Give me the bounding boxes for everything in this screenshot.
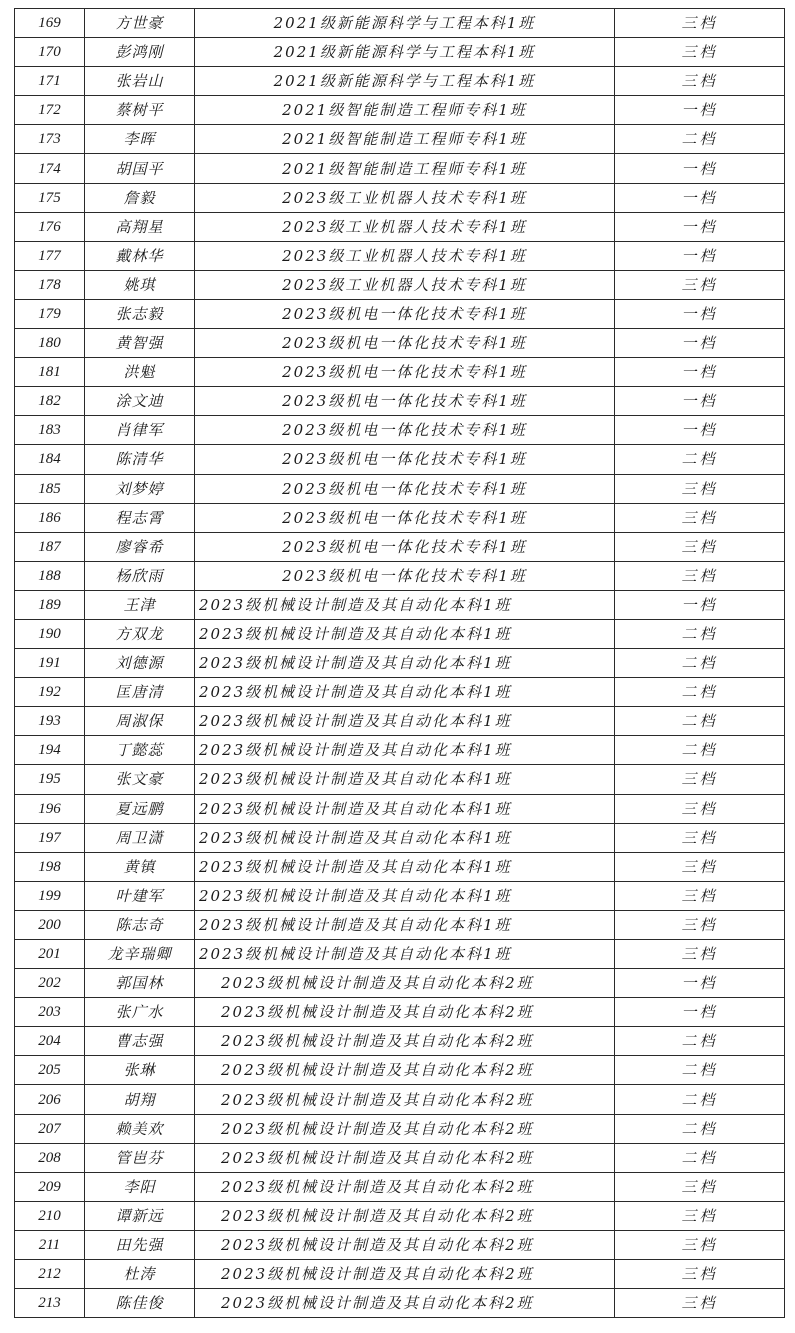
tier-cell: 三档 — [615, 1289, 785, 1318]
row-number-cell: 195 — [15, 765, 85, 794]
student-name-cell: 詹毅 — [85, 183, 195, 212]
class-name-cell: 2023级机电一体化技术专科1班 — [195, 416, 615, 445]
table-row — [15, 299, 785, 328]
class-name-cell: 2023级机电一体化技术专科1班 — [195, 445, 615, 474]
student-name-cell: 陈清华 — [85, 445, 195, 474]
row-number-cell: 176 — [15, 212, 85, 241]
student-name-cell: 胡翔 — [85, 1085, 195, 1114]
tier-cell: 三档 — [615, 503, 785, 532]
table-row — [15, 96, 785, 125]
student-name-cell: 龙辛瑞卿 — [85, 940, 195, 969]
student-name-cell: 谭新远 — [85, 1201, 195, 1230]
student-name-cell: 程志霄 — [85, 503, 195, 532]
table-row — [15, 38, 785, 67]
tier-cell: 三档 — [615, 532, 785, 561]
student-name-cell: 匡唐清 — [85, 678, 195, 707]
row-number-cell: 200 — [15, 910, 85, 939]
table-row — [15, 765, 785, 794]
row-number-cell: 207 — [15, 1114, 85, 1143]
table-row — [15, 474, 785, 503]
student-name-cell: 赖美欢 — [85, 1114, 195, 1143]
tier-cell: 一档 — [615, 241, 785, 270]
class-name-cell: 2023级机械设计制造及其自动化本科2班 — [195, 1289, 615, 1318]
table-row — [15, 823, 785, 852]
row-number-cell: 198 — [15, 852, 85, 881]
student-name-cell: 周卫潇 — [85, 823, 195, 852]
table-row — [15, 1027, 785, 1056]
class-name-cell: 2023级机械设计制造及其自动化本科1班 — [195, 881, 615, 910]
row-number-cell: 169 — [15, 9, 85, 38]
table-row — [15, 9, 785, 38]
class-name-cell: 2023级机械设计制造及其自动化本科1班 — [195, 678, 615, 707]
tier-cell: 三档 — [615, 561, 785, 590]
table-row — [15, 125, 785, 154]
class-name-cell: 2023级机械设计制造及其自动化本科1班 — [195, 736, 615, 765]
table-row — [15, 1114, 785, 1143]
class-name-cell: 2023级工业机器人技术专科1班 — [195, 270, 615, 299]
class-name-cell: 2023级机械设计制造及其自动化本科2班 — [195, 1143, 615, 1172]
tier-cell: 二档 — [615, 1114, 785, 1143]
tier-cell: 一档 — [615, 998, 785, 1027]
row-number-cell: 206 — [15, 1085, 85, 1114]
student-name-cell: 黄智强 — [85, 329, 195, 358]
table-row — [15, 1172, 785, 1201]
tier-cell: 二档 — [615, 1027, 785, 1056]
student-name-cell: 方世豪 — [85, 9, 195, 38]
class-name-cell: 2023级机电一体化技术专科1班 — [195, 561, 615, 590]
table-row — [15, 736, 785, 765]
table-row — [15, 794, 785, 823]
class-name-cell: 2021级智能制造工程师专科1班 — [195, 154, 615, 183]
row-number-cell: 174 — [15, 154, 85, 183]
row-number-cell: 204 — [15, 1027, 85, 1056]
row-number-cell: 196 — [15, 794, 85, 823]
tier-cell: 三档 — [615, 823, 785, 852]
class-name-cell: 2023级工业机器人技术专科1班 — [195, 241, 615, 270]
row-number-cell: 191 — [15, 649, 85, 678]
tier-cell: 三档 — [615, 1230, 785, 1259]
row-number-cell: 201 — [15, 940, 85, 969]
table-row — [15, 329, 785, 358]
table-row — [15, 270, 785, 299]
row-number-cell: 172 — [15, 96, 85, 125]
tier-cell: 三档 — [615, 474, 785, 503]
row-number-cell: 205 — [15, 1056, 85, 1085]
class-name-cell: 2023级机电一体化技术专科1班 — [195, 358, 615, 387]
class-name-cell: 2023级工业机器人技术专科1班 — [195, 212, 615, 241]
row-number-cell: 180 — [15, 329, 85, 358]
tier-cell: 三档 — [615, 1172, 785, 1201]
tier-cell: 一档 — [615, 212, 785, 241]
class-name-cell: 2023级机械设计制造及其自动化本科1班 — [195, 619, 615, 648]
class-name-cell: 2023级机械设计制造及其自动化本科1班 — [195, 910, 615, 939]
row-number-cell: 175 — [15, 183, 85, 212]
class-name-cell: 2021级新能源科学与工程本科1班 — [195, 38, 615, 67]
table-row — [15, 619, 785, 648]
class-name-cell: 2023级机电一体化技术专科1班 — [195, 503, 615, 532]
table-row — [15, 590, 785, 619]
row-number-cell: 209 — [15, 1172, 85, 1201]
class-name-cell: 2023级机械设计制造及其自动化本科1班 — [195, 794, 615, 823]
student-name-cell: 陈佳俊 — [85, 1289, 195, 1318]
tier-cell: 二档 — [615, 707, 785, 736]
student-name-cell: 丁懿蕊 — [85, 736, 195, 765]
student-name-cell: 刘梦婷 — [85, 474, 195, 503]
table-row — [15, 649, 785, 678]
student-name-cell: 张志毅 — [85, 299, 195, 328]
table-row — [15, 1143, 785, 1172]
student-name-cell: 方双龙 — [85, 619, 195, 648]
student-name-cell: 杨欣雨 — [85, 561, 195, 590]
class-name-cell: 2023级机械设计制造及其自动化本科2班 — [195, 1172, 615, 1201]
tier-cell: 二档 — [615, 736, 785, 765]
class-name-cell: 2023级机械设计制造及其自动化本科2班 — [195, 1027, 615, 1056]
class-name-cell: 2021级智能制造工程师专科1班 — [195, 125, 615, 154]
student-name-cell: 蔡树平 — [85, 96, 195, 125]
table-row — [15, 67, 785, 96]
table-row — [15, 940, 785, 969]
student-name-cell: 曹志强 — [85, 1027, 195, 1056]
table-row — [15, 241, 785, 270]
table-row — [15, 998, 785, 1027]
row-number-cell: 203 — [15, 998, 85, 1027]
student-name-cell: 张广水 — [85, 998, 195, 1027]
tier-cell: 一档 — [615, 329, 785, 358]
row-number-cell: 182 — [15, 387, 85, 416]
row-number-cell: 202 — [15, 969, 85, 998]
row-number-cell: 189 — [15, 590, 85, 619]
class-name-cell: 2021级新能源科学与工程本科1班 — [195, 9, 615, 38]
table-row — [15, 212, 785, 241]
table-row — [15, 1230, 785, 1259]
class-name-cell: 2023级机械设计制造及其自动化本科1班 — [195, 940, 615, 969]
class-name-cell: 2023级机械设计制造及其自动化本科1班 — [195, 823, 615, 852]
table-row — [15, 1260, 785, 1289]
student-name-cell: 姚琪 — [85, 270, 195, 299]
row-number-cell: 183 — [15, 416, 85, 445]
student-name-cell: 黄镇 — [85, 852, 195, 881]
tier-cell: 三档 — [615, 1201, 785, 1230]
page-bottom-edge — [0, 1326, 795, 1333]
row-number-cell: 194 — [15, 736, 85, 765]
row-number-cell: 211 — [15, 1230, 85, 1259]
tier-cell: 二档 — [615, 1056, 785, 1085]
class-name-cell: 2023级机电一体化技术专科1班 — [195, 329, 615, 358]
tier-cell: 一档 — [615, 358, 785, 387]
row-number-cell: 185 — [15, 474, 85, 503]
student-name-cell: 胡国平 — [85, 154, 195, 183]
table-row — [15, 416, 785, 445]
row-number-cell: 177 — [15, 241, 85, 270]
class-name-cell: 2023级机械设计制造及其自动化本科2班 — [195, 969, 615, 998]
student-name-cell: 王津 — [85, 590, 195, 619]
tier-cell: 一档 — [615, 183, 785, 212]
tier-cell: 一档 — [615, 299, 785, 328]
row-number-cell: 197 — [15, 823, 85, 852]
row-number-cell: 208 — [15, 1143, 85, 1172]
row-number-cell: 181 — [15, 358, 85, 387]
tier-cell: 一档 — [615, 387, 785, 416]
class-name-cell: 2023级机械设计制造及其自动化本科1班 — [195, 765, 615, 794]
student-name-cell: 张岩山 — [85, 67, 195, 96]
row-number-cell: 193 — [15, 707, 85, 736]
class-name-cell: 2023级机电一体化技术专科1班 — [195, 474, 615, 503]
table-row — [15, 852, 785, 881]
row-number-cell: 188 — [15, 561, 85, 590]
class-name-cell: 2023级机电一体化技术专科1班 — [195, 387, 615, 416]
class-name-cell: 2023级机械设计制造及其自动化本科1班 — [195, 707, 615, 736]
table-row — [15, 183, 785, 212]
class-name-cell: 2023级工业机器人技术专科1班 — [195, 183, 615, 212]
student-name-cell: 廖睿希 — [85, 532, 195, 561]
student-list-table — [14, 8, 785, 1318]
row-number-cell: 190 — [15, 619, 85, 648]
class-name-cell: 2023级机械设计制造及其自动化本科2班 — [195, 1085, 615, 1114]
student-name-cell: 刘德源 — [85, 649, 195, 678]
student-name-cell: 张琳 — [85, 1056, 195, 1085]
row-number-cell: 199 — [15, 881, 85, 910]
class-name-cell: 2023级机械设计制造及其自动化本科2班 — [195, 1056, 615, 1085]
tier-cell: 三档 — [615, 9, 785, 38]
row-number-cell: 173 — [15, 125, 85, 154]
tier-cell: 二档 — [615, 649, 785, 678]
student-name-cell: 杜涛 — [85, 1260, 195, 1289]
class-name-cell: 2021级新能源科学与工程本科1班 — [195, 67, 615, 96]
tier-cell: 三档 — [615, 1260, 785, 1289]
table-row — [15, 532, 785, 561]
table-row — [15, 707, 785, 736]
student-name-cell: 高翔星 — [85, 212, 195, 241]
row-number-cell: 178 — [15, 270, 85, 299]
row-number-cell: 186 — [15, 503, 85, 532]
tier-cell: 一档 — [615, 590, 785, 619]
tier-cell: 三档 — [615, 794, 785, 823]
class-name-cell: 2023级机电一体化技术专科1班 — [195, 299, 615, 328]
tier-cell: 三档 — [615, 67, 785, 96]
tier-cell: 二档 — [615, 125, 785, 154]
tier-cell: 二档 — [615, 1085, 785, 1114]
row-number-cell: 210 — [15, 1201, 85, 1230]
tier-cell: 三档 — [615, 852, 785, 881]
row-number-cell: 213 — [15, 1289, 85, 1318]
table-row — [15, 1201, 785, 1230]
student-name-cell: 肖律军 — [85, 416, 195, 445]
row-number-cell: 192 — [15, 678, 85, 707]
student-name-cell: 陈志奇 — [85, 910, 195, 939]
table-row — [15, 910, 785, 939]
table-row — [15, 358, 785, 387]
class-name-cell: 2023级机械设计制造及其自动化本科2班 — [195, 1114, 615, 1143]
class-name-cell: 2023级机电一体化技术专科1班 — [195, 532, 615, 561]
table-row — [15, 881, 785, 910]
row-number-cell: 171 — [15, 67, 85, 96]
student-name-cell: 李阳 — [85, 1172, 195, 1201]
table-row — [15, 154, 785, 183]
student-name-cell: 彭鸿刚 — [85, 38, 195, 67]
table-row — [15, 503, 785, 532]
class-name-cell: 2023级机械设计制造及其自动化本科1班 — [195, 590, 615, 619]
class-name-cell: 2023级机械设计制造及其自动化本科1班 — [195, 852, 615, 881]
table-body — [15, 9, 785, 1318]
tier-cell: 一档 — [615, 416, 785, 445]
table-row — [15, 969, 785, 998]
tier-cell: 一档 — [615, 154, 785, 183]
student-name-cell: 洪魁 — [85, 358, 195, 387]
table-row — [15, 387, 785, 416]
tier-cell: 一档 — [615, 96, 785, 125]
tier-cell: 一档 — [615, 969, 785, 998]
class-name-cell: 2023级机械设计制造及其自动化本科2班 — [195, 1260, 615, 1289]
class-name-cell: 2023级机械设计制造及其自动化本科1班 — [195, 649, 615, 678]
tier-cell: 二档 — [615, 619, 785, 648]
tier-cell: 二档 — [615, 445, 785, 474]
class-name-cell: 2023级机械设计制造及其自动化本科2班 — [195, 998, 615, 1027]
table-row — [15, 678, 785, 707]
tier-cell: 二档 — [615, 678, 785, 707]
student-name-cell: 叶建军 — [85, 881, 195, 910]
tier-cell: 三档 — [615, 910, 785, 939]
table-row — [15, 445, 785, 474]
row-number-cell: 212 — [15, 1260, 85, 1289]
row-number-cell: 179 — [15, 299, 85, 328]
student-name-cell: 田先强 — [85, 1230, 195, 1259]
class-name-cell: 2023级机械设计制造及其自动化本科2班 — [195, 1201, 615, 1230]
table-row — [15, 1289, 785, 1318]
student-name-cell: 涂文迪 — [85, 387, 195, 416]
table-row — [15, 561, 785, 590]
table-row — [15, 1085, 785, 1114]
student-name-cell: 夏远鹏 — [85, 794, 195, 823]
tier-cell: 三档 — [615, 38, 785, 67]
tier-cell: 二档 — [615, 1143, 785, 1172]
table-row — [15, 1056, 785, 1085]
row-number-cell: 170 — [15, 38, 85, 67]
row-number-cell: 187 — [15, 532, 85, 561]
class-name-cell: 2021级智能制造工程师专科1班 — [195, 96, 615, 125]
tier-cell: 三档 — [615, 270, 785, 299]
student-name-cell: 李晖 — [85, 125, 195, 154]
tier-cell: 三档 — [615, 881, 785, 910]
student-name-cell: 管岜芬 — [85, 1143, 195, 1172]
tier-cell: 三档 — [615, 765, 785, 794]
class-name-cell: 2023级机械设计制造及其自动化本科2班 — [195, 1230, 615, 1259]
student-name-cell: 郭国林 — [85, 969, 195, 998]
student-name-cell: 戴林华 — [85, 241, 195, 270]
student-name-cell: 张文豪 — [85, 765, 195, 794]
tier-cell: 三档 — [615, 940, 785, 969]
row-number-cell: 184 — [15, 445, 85, 474]
student-name-cell: 周淑保 — [85, 707, 195, 736]
